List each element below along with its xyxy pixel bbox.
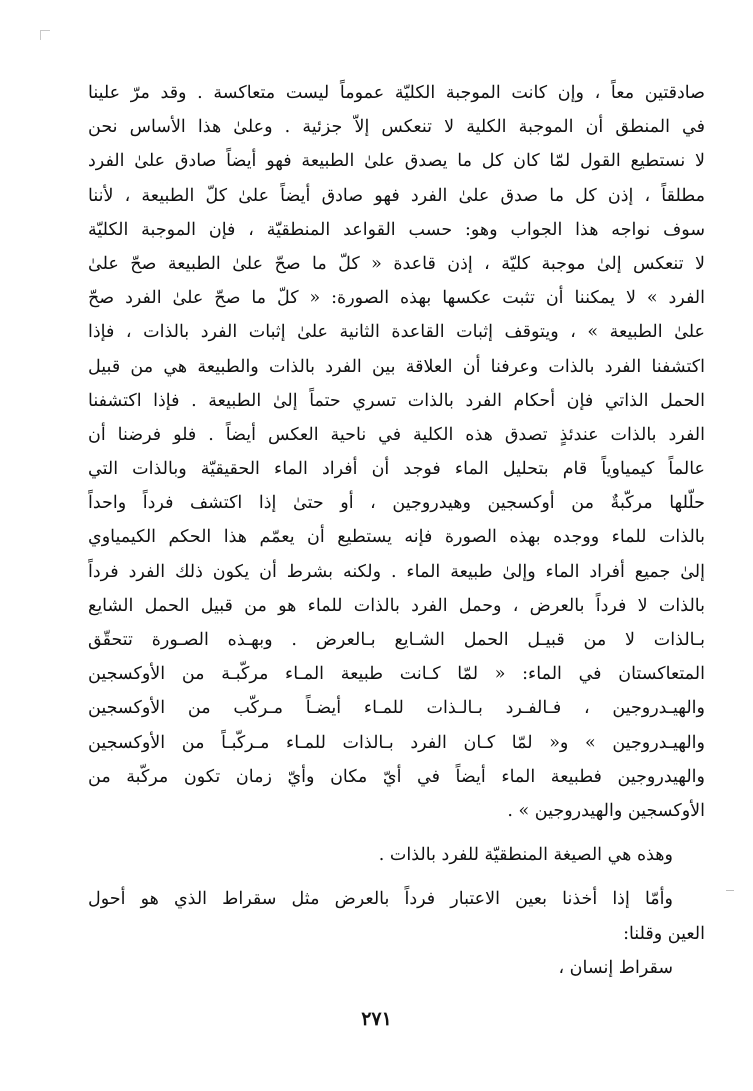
example-line: سقراط إنسان ، (558, 957, 673, 978)
text-line: الأوكسجين والهيدروجين » . (507, 800, 705, 821)
text-line: حلّلها مركّبةٌ من أوكسجين وهيدروجين ، أو حتىٰ إذا اكتشف فرداً واحداً (88, 493, 705, 514)
text-line: والهيـدروجين ، فـالفـرد بـالـذات للمـاء أيضـاً مـركّب من الأوكسجين (88, 698, 705, 719)
text-line: والهيدروجين فطبيعة الماء أيضاً في أيّ مكان وأيّ زمان تكون مركّبة من (88, 766, 705, 787)
text-line: بـالذات لا من قبيـل الحمل الشـايع بـالعرض . وبهـذه الصـورة تتحقّق (88, 630, 705, 650)
text-line: إلىٰ جميع أفراد الماء وإلىٰ طبيعة الماء . ولكنه بشرط أن يكون ذلك الفرد فرداً (88, 561, 705, 582)
paragraph-1 (88, 76, 705, 828)
text-line: بالذات لا فرداً بالعرض ، وحمل الفرد بالذات للماء هو من قبيل الحمل الشايع (88, 595, 705, 616)
text-line: الفرد » لا يمكننا أن تثبت عكسها بهذه الصورة: « كلّ ما صحّ علىٰ الفرد صحّ (88, 288, 705, 309)
text-line: عالماً كيمياوياً قام بتحليل الماء فوجد أن أفراد الماء الحقيقيّة وبالذات التي (88, 459, 705, 480)
text-line: الفرد بالذات عندئذٍ تصدق هذه الكلية في ناحية العكس أيضاً . فلو فرضنا أن (88, 424, 705, 445)
paragraph-3 (88, 882, 705, 985)
text-line: العين وقلنا: (623, 923, 705, 944)
text-line: لا نستطيع القول لمّا كان كل ما يصدق علىٰ الطبيعة فهو أيضاً صادق علىٰ الفرد (88, 151, 705, 172)
paragraph-2 (88, 838, 705, 872)
body-text (88, 76, 705, 985)
text-line: علىٰ الطبيعة » ، ويتوقف إثبات القاعدة الثانية علىٰ إثبات الفرد بالذات ، فإذا (88, 322, 705, 343)
text-line: بالذات للماء ووجده بهذه الصورة فإنه يستطيع أن يعمّم هذا الحكم الكيمياوي (88, 527, 705, 548)
text-line: سوف نواجه هذا الجواب وهو: حسب القواعد المنطقيّة ، فإن الموجبة الكليّة (88, 219, 705, 240)
text-line: لا تنعكس إلىٰ موجبة كليّة ، إذن قاعدة « كلّ ما صحّ علىٰ الطبيعة صحّ علىٰ (88, 253, 705, 274)
text-line: المتعاكستان في الماء: « لمّا كـانت طبيعة المـاء مركّبـة من الأوكسجين (88, 664, 705, 685)
text-line: اكتشفنا الفرد بالذات وعرفنا أن العلاقة بين الفرد بالذات والطبيعة هي من قبيل (88, 356, 705, 377)
text-line: في المنطق أن الموجبة الكلية لا تنعكس إلاّ جزئية . وعلىٰ هذا الأساس نحن (88, 117, 705, 138)
margin-mark (726, 890, 734, 891)
text-line: وهذه هي الصيغة المنطقيّة للفرد بالذات . (378, 845, 673, 866)
text-line: وأمّا إذا أخذنا بعين الاعتبار فرداً بالعرض مثل سقراط الذي هو أحول (88, 889, 673, 910)
crop-mark (40, 30, 50, 40)
text-line: صادقتين معاً ، وإن كانت الموجبة الكليّة عموماً ليست متعاكسة . وقد مرّ علينا (88, 83, 705, 103)
page-number: ٢٧١ (361, 1008, 392, 1030)
text-line: والهيـدروجين » و« لمّا كـان الفرد بـالذات للمـاء مـركّبـاً من الأوكسجين (88, 732, 705, 753)
text-line: الحمل الذاتي فإن أحكام الفرد بالذات تسري حتماً إلىٰ الطبيعة . فإذا اكتشفنا (88, 390, 705, 411)
text-line: مطلقاً ، إذن كل ما صدق علىٰ الفرد فهو صادق أيضاً علىٰ كلّ الطبيعة ، لأننا (88, 185, 705, 206)
